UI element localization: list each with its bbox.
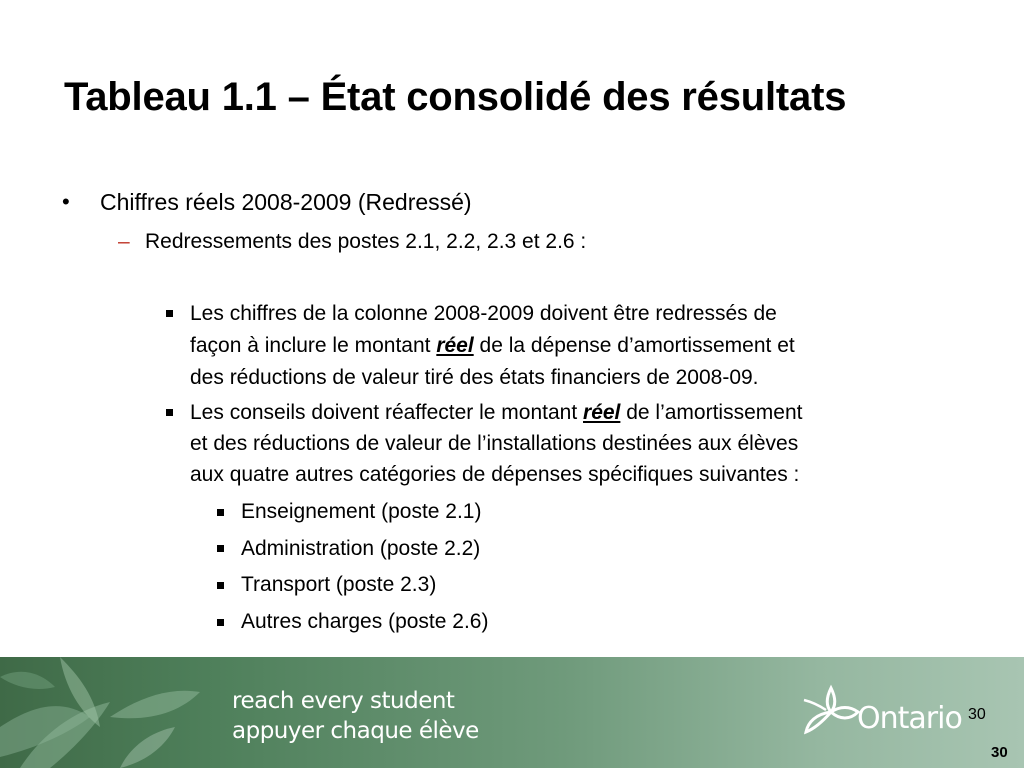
category-item: Autres charges (poste 2.6)	[241, 610, 489, 633]
slide-number-bottom: 30	[991, 744, 1008, 761]
ontario-wordmark: Ontario	[857, 701, 962, 736]
leaf-decoration-icon	[0, 657, 260, 768]
trillium-logo-icon	[802, 684, 860, 738]
category-item: Administration (poste 2.2)	[241, 537, 481, 560]
square-bullet-icon	[217, 509, 224, 516]
point2-line1-before: Les conseils doivent réaffecter le montant	[190, 401, 584, 424]
point2-line1	[190, 397, 802, 429]
point2-line3: aux quatre autres catégories de dépenses spécifiques suivantes :	[190, 463, 800, 486]
square-bullet-icon	[166, 409, 173, 416]
point1-line2	[190, 330, 795, 362]
tagline-french: appuyer chaque élève	[232, 718, 479, 744]
point1-line1: Les chiffres de la colonne 2008-2009 doivent être redressés de	[190, 302, 777, 325]
point2-line1-after: de l’amortissement	[620, 401, 803, 424]
tagline-english: reach every student	[232, 688, 455, 714]
category-item: Transport (poste 2.3)	[241, 573, 437, 596]
slide-title: Tableau 1.1 – État consolidé des résultats	[64, 75, 847, 119]
category-item: Enseignement (poste 2.1)	[241, 500, 482, 523]
square-bullet-icon	[217, 582, 224, 589]
dash-marker: –	[118, 230, 130, 253]
slide-number-top: 30	[968, 706, 986, 723]
bullet-level2: Redressements des postes 2.1, 2.2, 2.3 et 2.6 :	[145, 230, 587, 253]
square-bullet-icon	[166, 310, 173, 317]
point1-line3: des réductions de valeur tiré des états financiers de 2008-09.	[190, 366, 759, 389]
point1-line2-before: façon à inclure le montant	[190, 334, 437, 357]
bullet-level1: Chiffres réels 2008-2009 (Redressé)	[100, 189, 472, 215]
point2-line2: et des réductions de valeur de l’installations destinées aux élèves	[190, 432, 799, 455]
point1-line2-after: de la dépense d’amortissement et	[473, 334, 795, 357]
square-bullet-icon	[217, 545, 224, 552]
square-bullet-icon	[217, 619, 224, 626]
point1-emphasis: réel	[436, 334, 474, 357]
point2-emphasis: réel	[583, 401, 621, 424]
bullet-dot: •	[62, 189, 70, 214]
